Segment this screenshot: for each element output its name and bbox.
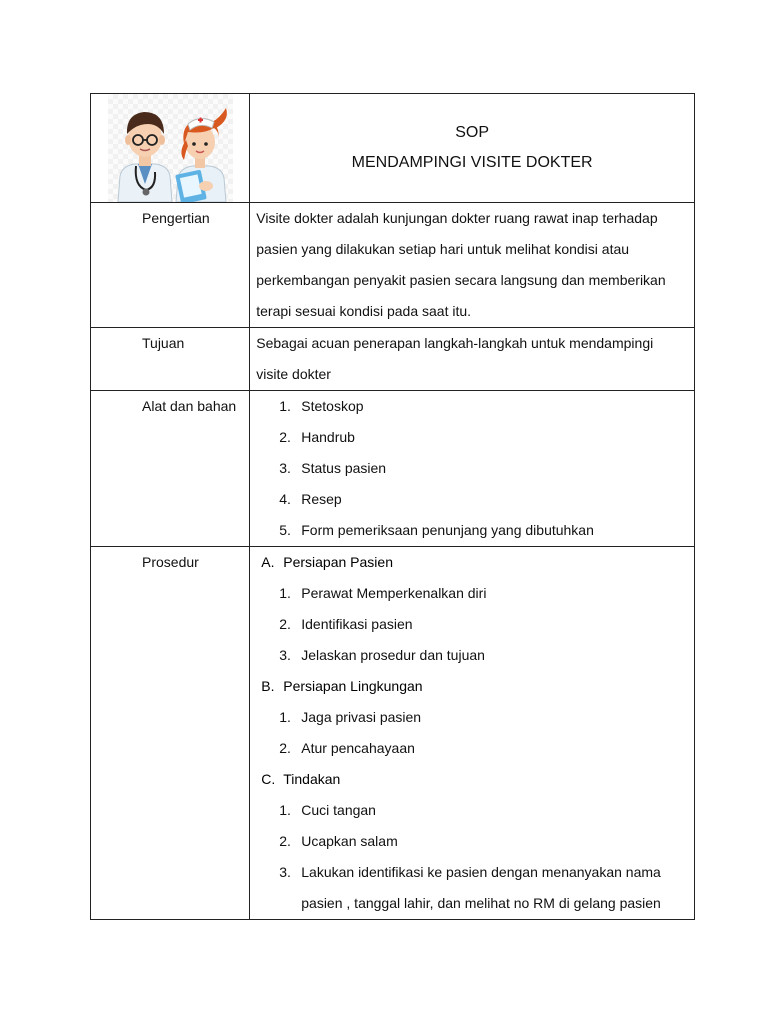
list-item — [256, 422, 686, 453]
section-title: Persiapan Lingkungan — [283, 678, 423, 694]
section-letter: A. — [261, 554, 275, 570]
list-number: 2. — [279, 740, 291, 756]
list-number: 1. — [279, 398, 291, 414]
list-number: 3. — [279, 864, 291, 880]
section-letter: B. — [261, 678, 275, 694]
alat-bahan-body — [250, 391, 695, 547]
alat-bahan-list — [256, 391, 686, 546]
list-item — [250, 795, 686, 826]
list-item — [256, 391, 686, 422]
pengertian-row — [91, 203, 695, 328]
tujuan-row — [91, 328, 695, 391]
list-item-text: Status pasien — [301, 460, 387, 476]
section-c-list — [250, 795, 686, 919]
list-item — [250, 733, 686, 764]
list-item-text: Form pemeriksaan penunjang yang dibutuhkan — [301, 522, 594, 538]
list-item — [256, 484, 686, 515]
doctor-nurse-illustration-icon — [108, 94, 233, 202]
list-item — [250, 702, 686, 733]
list-item-text: Ucapkan salam — [301, 833, 398, 849]
list-item-text: Jaga privasi pasien — [301, 709, 422, 725]
section-letter: C. — [261, 771, 276, 787]
section-heading — [250, 547, 686, 578]
alat-bahan-row — [91, 391, 695, 547]
list-item — [250, 578, 686, 609]
section-a-list — [250, 578, 686, 671]
list-item — [250, 857, 686, 919]
tujuan-label: Tujuan — [91, 328, 250, 391]
document-main-title: MENDAMPINGI VISITE DOKTER — [351, 154, 593, 171]
pengertian-text: Visite dokter adalah kunjungan dokter ruang rawat inap terhadap pasien yang dilakukan setiap hari untuk melihat kondisi atau perkembangan penyakit pasien secara langsung dan memberikan terapi sesuai kondisi pada saat itu. — [250, 203, 695, 328]
list-item — [250, 826, 686, 857]
list-number: 5. — [279, 522, 291, 538]
list-item-text: Jelaskan prosedur dan tujuan — [301, 647, 485, 663]
tujuan-text: Sebagai acuan penerapan langkah-langkah untuk mendampingi visite dokter — [250, 328, 695, 391]
list-item — [256, 515, 686, 546]
list-number: 2. — [279, 616, 291, 632]
list-item-text: Lakukan identifikasi ke pasien dengan menanyakan nama pasien , tanggal lahir, dan melihat no RM di gelang pasien — [301, 864, 661, 911]
list-item — [250, 640, 686, 671]
prosedur-body — [250, 547, 695, 920]
list-item-text: Cuci tangan — [301, 802, 376, 818]
list-item — [250, 609, 686, 640]
title-cell — [250, 94, 695, 203]
list-number: 1. — [279, 585, 291, 601]
list-item-text: Atur pencahayaan — [301, 740, 415, 756]
section-heading — [250, 764, 686, 795]
list-number: 3. — [279, 647, 291, 663]
list-number: 4. — [279, 491, 291, 507]
list-number: 2. — [279, 833, 291, 849]
pengertian-label: Pengertian — [91, 203, 250, 328]
list-item-text: Identifikasi pasien — [301, 616, 413, 632]
list-item-text: Resep — [301, 491, 342, 507]
section-b-list — [250, 702, 686, 764]
section-heading — [250, 671, 686, 702]
section-title: Tindakan — [283, 771, 341, 787]
list-item — [256, 453, 686, 484]
list-number: 2. — [279, 429, 291, 445]
document-type-title: SOP — [455, 124, 490, 141]
prosedur-label: Prosedur — [91, 547, 250, 920]
alat-bahan-label: Alat dan bahan — [91, 391, 250, 547]
list-number: 1. — [279, 802, 291, 818]
prosedur-row — [91, 547, 695, 920]
sop-table — [90, 93, 695, 920]
list-number: 3. — [279, 460, 291, 476]
doctor-nurse-logo-icon — [108, 94, 233, 202]
list-item-text: Handrub — [301, 429, 355, 445]
list-item-text: Stetoskop — [301, 398, 364, 414]
header-row — [91, 94, 695, 203]
list-item-text: Perawat Memperkenalkan diri — [301, 585, 487, 601]
section-title: Persiapan Pasien — [283, 554, 393, 570]
logo-cell — [91, 94, 250, 203]
list-number: 1. — [279, 709, 291, 725]
